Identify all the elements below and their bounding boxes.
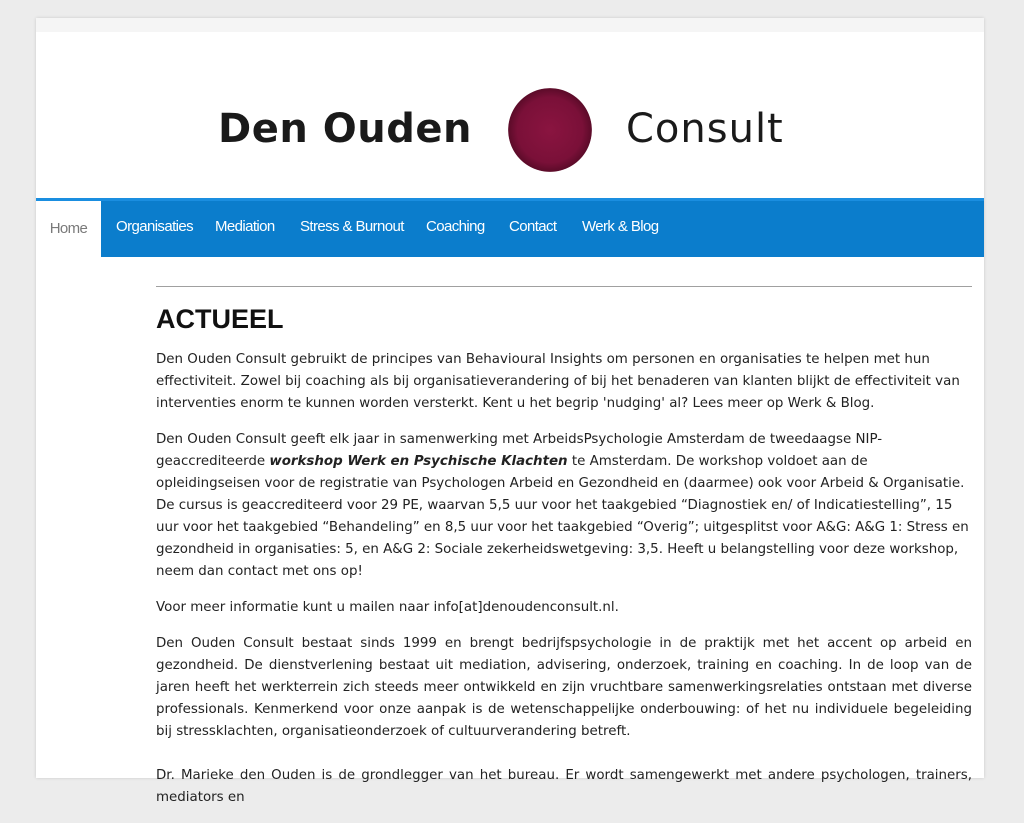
- page-container: [36, 18, 984, 805]
- page-title: ACTUEEL: [156, 304, 284, 334]
- main-nav: [36, 198, 984, 257]
- logo-text-right[interactable]: Consult: [626, 106, 784, 152]
- top-strip: [36, 18, 984, 32]
- nav-organisaties[interactable]: Organisaties: [116, 218, 194, 235]
- content-divider: [156, 286, 972, 287]
- paragraph-intro: Den Ouden Consult gebruikt de principes van Behavioural Insights om personen en organisaties te helpen met hun effectiviteit. Zowel bij coaching als bij organisatieverandering of bij het benaderen van klanten blijkt de effectiviteit van interventies enorm te kunnen worden versterkt. Kent u het begrip 'nudging' al? Lees meer op Werk & Blog.: [156, 352, 960, 411]
- paragraph-workshop-text-b: te Amsterdam. De workshop voldoet aan de opleidingseisen voor de registratie van Psychologen Arbeid en Gezondheid en (daarmee) ook voor Arbeid & Organisatie. De cursus is geaccrediteerd voor 29 PE, waarvan 5,5 uur voor het taakgebied “Diagnostiek en/ of Indicatiestelling”, 15 uur voor het taakgebied “Behandeling” en 8,5 uur voor het taakgebied “Overig”; uitgesplitst voor A&G: A&G 1: Stress en gezondheid in organisaties: 5, en A&G 2: Sociale zekerheidswetgeving: 3,5. Heeft u belangstelling voor deze workshop, neem dan contact met ons op!: [156, 454, 969, 579]
- main-content: [156, 349, 972, 823]
- workshop-title: workshop Werk en Psychische Klachten: [269, 454, 568, 469]
- logo-circle-icon[interactable]: [508, 88, 592, 172]
- paragraph-contact-info: Voor meer informatie kunt u mailen naar info[at]denoudenconsult.nl.: [156, 600, 619, 615]
- paragraph-workshop-text-a: Den Ouden Consult geeft elk jaar in samenwerking met ArbeidsPsychologie Amsterdam de tweedaagse NIP-geaccrediteerde: [156, 432, 883, 469]
- paragraph-workshop: [156, 429, 972, 583]
- nav-coaching[interactable]: Coaching: [426, 218, 485, 235]
- nav-contact[interactable]: Contact: [509, 218, 557, 235]
- paragraph-about: Den Ouden Consult bestaat sinds 1999 en brengt bedrijfspsychologie in de praktijk met het accent op arbeid en gezondheid. De dienstverlening bestaat uit mediation, advisering, onderzoek, training en coaching. In de loop van de jaren heeft het werkterrein zich steeds meer ontwikkeld en zijn vruchtbare samenwerkingsrelaties ontstaan met diverse professionals. Kenmerkend voor onze aanpak is de wetenschappelijke onderbouwing: of het nu individuele begeleiding bij stressklachten, organisatieonderzoek of cultuurverandering betreft.: [156, 636, 972, 739]
- nav-werk-blog[interactable]: Werk & Blog: [582, 218, 659, 235]
- logo-text-left[interactable]: Den Ouden: [218, 106, 472, 152]
- nav-stress-burnout[interactable]: Stress & Burnout: [300, 218, 404, 235]
- paragraph-founder: Dr. Marieke den Ouden is de grondlegger van het bureau. Er wordt samengewerkt met andere psychologen, trainers, mediators en: [156, 768, 972, 805]
- nav-mediation[interactable]: Mediation: [215, 218, 275, 235]
- nav-home[interactable]: Home: [36, 198, 101, 260]
- site-header: [36, 32, 984, 198]
